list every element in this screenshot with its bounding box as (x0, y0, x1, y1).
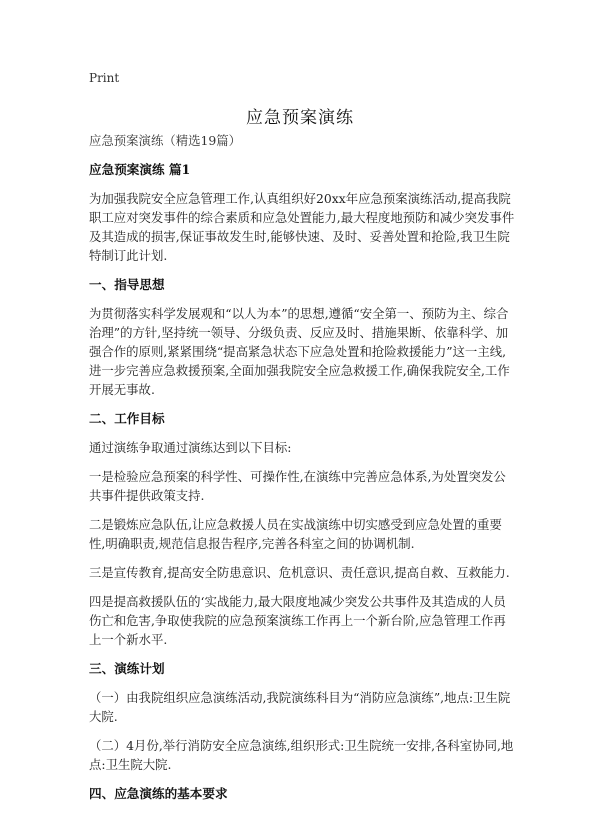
paragraph-goal-3: 三是宣传教育,提高安全防患意识、危机意识、责任意识,提高自救、互救能力. (89, 565, 510, 580)
paragraph-goals-intro: 通过演练争取通过演练达到以下目标: (89, 440, 292, 455)
paragraph-guiding-ideology: 为贯彻落实科学发展观和“以人为本”的思想,遵循“安全第一、预防为主、综合治理”的方针,坚持统一领导、分级负责、反应及时、措施果断、依靠科学、加强合作的原则,紧紧围绕“提高紧急状态下应急处置和抢险救援能力”这一主线,进一步完善应急救援预案,全面加强我院安全应急救援工作,确保我院安全,工作开展无事故. (89, 306, 510, 397)
document-subtitle: 应急预案演练（精选19篇） (89, 133, 242, 148)
section-title: 应急预案演练 篇1 (89, 162, 191, 177)
heading-basic-requirements: 四、应急演练的基本要求 (89, 786, 228, 801)
paragraph-goal-2: 二是锻炼应急队伍,让应急救援人员在实战演练中切实感受到应急处置的重要性,明确职责,规范信息报告程序,完善各科室之间的协调机制. (89, 517, 502, 551)
paragraph-goal-4: 四是提高救援队伍的‘实战能力,最大限度地减少突发公共事件及其造成的人员伤亡和危害,争取使我院的应急预案演练工作再上一个新台阶,应急管理工作再上一个新水平. (89, 594, 506, 647)
intro-paragraph: 为加强我院安全应急管理工作,认真组织好20xx年应急预案演练活动,提高我院职工应对突发事件的综合素质和应急处置能力,最大程度地预防和减少突发事件及其造成的损害,保证事故发生时,能够快速、及时、妥善处置和抢险,我卫生院特制订此计划. (89, 191, 515, 263)
paragraph-goal-1: 一是检验应急预案的科学性、可操作性,在演练中完善应急体系,为处置突发公共事件提供政策支持. (89, 469, 506, 503)
page-title: 应急预案演练 (246, 108, 354, 128)
heading-guiding-ideology: 一、指导思想 (89, 277, 165, 292)
heading-work-goals: 二、工作目标 (89, 411, 165, 426)
heading-drill-plan: 三、演练计划 (89, 661, 165, 676)
paragraph-plan-2: （二）4月份,举行消防安全应急演练,组织形式:卫生院统一安排,各科室协同,地点:卫生院大院. (89, 738, 514, 772)
document-body (89, 131, 515, 813)
print-link[interactable]: Print (89, 71, 120, 85)
paragraph-plan-1: （一）由我院组织应急演练活动,我院演练科目为“消防应急演练”,地点:卫生院大院. (89, 690, 511, 724)
